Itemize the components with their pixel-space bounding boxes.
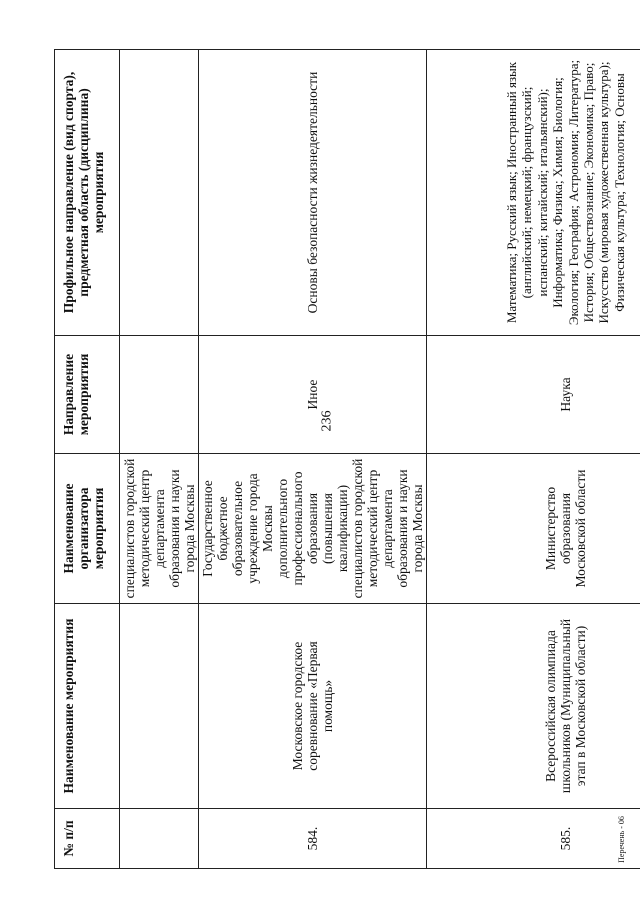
header-name: Наименование мероприятия (55, 604, 120, 809)
table-row (427, 50, 640, 869)
header-profile: Профильное направление (вид спорта), предметная область (дисциплина) мероприятия (55, 50, 120, 336)
table-header-row (55, 50, 120, 869)
row-name: Всероссийская олимпиада школьников (Муниципальный этап в Московской области) (427, 604, 640, 809)
events-table (54, 49, 640, 869)
header-organizer: Наименование организатора мероприятия (55, 454, 120, 604)
cont-organizer: специалистов городской методический центр департамента образования и науки города Москвы (120, 454, 199, 604)
row-direction: Иное (199, 336, 427, 454)
header-direction: Направление мероприятия (55, 336, 120, 454)
cont-profile (120, 50, 199, 336)
table-row (199, 50, 427, 869)
cont-direction (120, 336, 199, 454)
cont-num (120, 809, 199, 869)
row-profile: Математика; Русский язык; Иностранный язык (английский; немецкий; французский; испанский; китайский; итальянский); Информатика; Физика; Химия; Биология; Экология; География; Астрономия; Литература; История; Обществознание; Экономика; Право; Искусство (мировая художественная культура); Физическая культура; Технология; Основы (427, 50, 640, 336)
header-num: № п/п (55, 809, 120, 869)
row-profile: Основы безопасности жизнедеятельности (199, 50, 427, 336)
row-organizer: Государственное бюджетное образовательное учреждение города Москвы дополнительного профессионального образования (повышения квалификации) специалистов городской методический центр департамента образования и науки города Москвы (199, 454, 427, 604)
footer-label: Перечень - 06 (616, 816, 626, 863)
cont-name (120, 604, 199, 809)
row-direction: Наука (427, 336, 640, 454)
table-row-continuation (120, 50, 199, 869)
row-num: 584. (199, 809, 427, 869)
row-num: 585. (427, 809, 640, 869)
page-number: 236 (319, 410, 335, 432)
row-name: Московское городское соревнование «Первая помощь» (199, 604, 427, 809)
row-organizer: Министерство образования Московской области (427, 454, 640, 604)
